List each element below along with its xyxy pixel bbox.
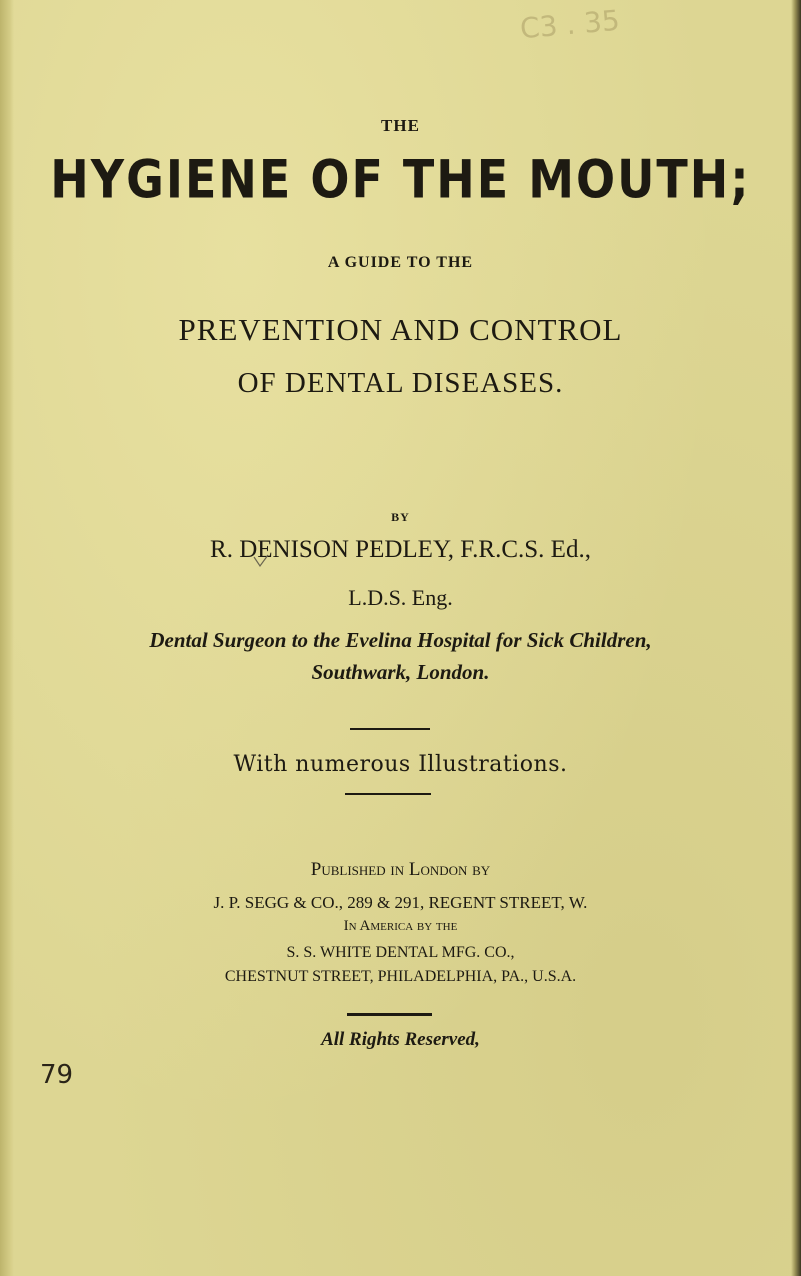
publisher-america-address: CHESTNUT STREET, PHILADELPHIA, PA., U.S.A. bbox=[224, 968, 577, 985]
published-label: Published in London by bbox=[310, 859, 491, 880]
by-label: BY bbox=[391, 510, 410, 524]
rights-reserved: All Rights Reserved, bbox=[321, 1029, 480, 1050]
divider-rule-bottom bbox=[347, 1013, 432, 1016]
author-degree: L.D.S. Eng. bbox=[348, 585, 453, 610]
publisher-america: S. S. WHITE DENTAL MFG. CO., bbox=[286, 944, 515, 961]
subtitle-dental-diseases: OF DENTAL DISEASES. bbox=[237, 367, 564, 399]
author-position-line2: Southwark, London. bbox=[311, 660, 490, 684]
illustrations-note: With numerous Illustrations. bbox=[233, 752, 568, 777]
subtitle-prevention: PREVENTION AND CONTROL bbox=[178, 312, 623, 347]
author-position-line1: Dental Surgeon to the Evelina Hospital for Sick Children, bbox=[149, 628, 652, 652]
divider-rule-middle bbox=[345, 793, 431, 795]
america-label: In America by the bbox=[343, 918, 458, 934]
handwritten-caret-mark bbox=[252, 554, 270, 568]
divider-rule-top bbox=[350, 728, 430, 730]
subtitle-guide: A GUIDE TO THE bbox=[327, 254, 474, 271]
title-the: THE bbox=[381, 116, 420, 135]
main-title: HYGIENE OF THE MOUTH; bbox=[50, 147, 751, 211]
handwritten-shelfmark: C3 . 35 bbox=[518, 3, 621, 46]
author-name: R. DENISON PEDLEY, F.R.C.S. Ed., bbox=[210, 536, 591, 563]
publisher-london: J. P. SEGG & CO., 289 & 291, REGENT STREET, W. bbox=[213, 893, 588, 912]
handwritten-number: 79 bbox=[40, 1060, 74, 1090]
